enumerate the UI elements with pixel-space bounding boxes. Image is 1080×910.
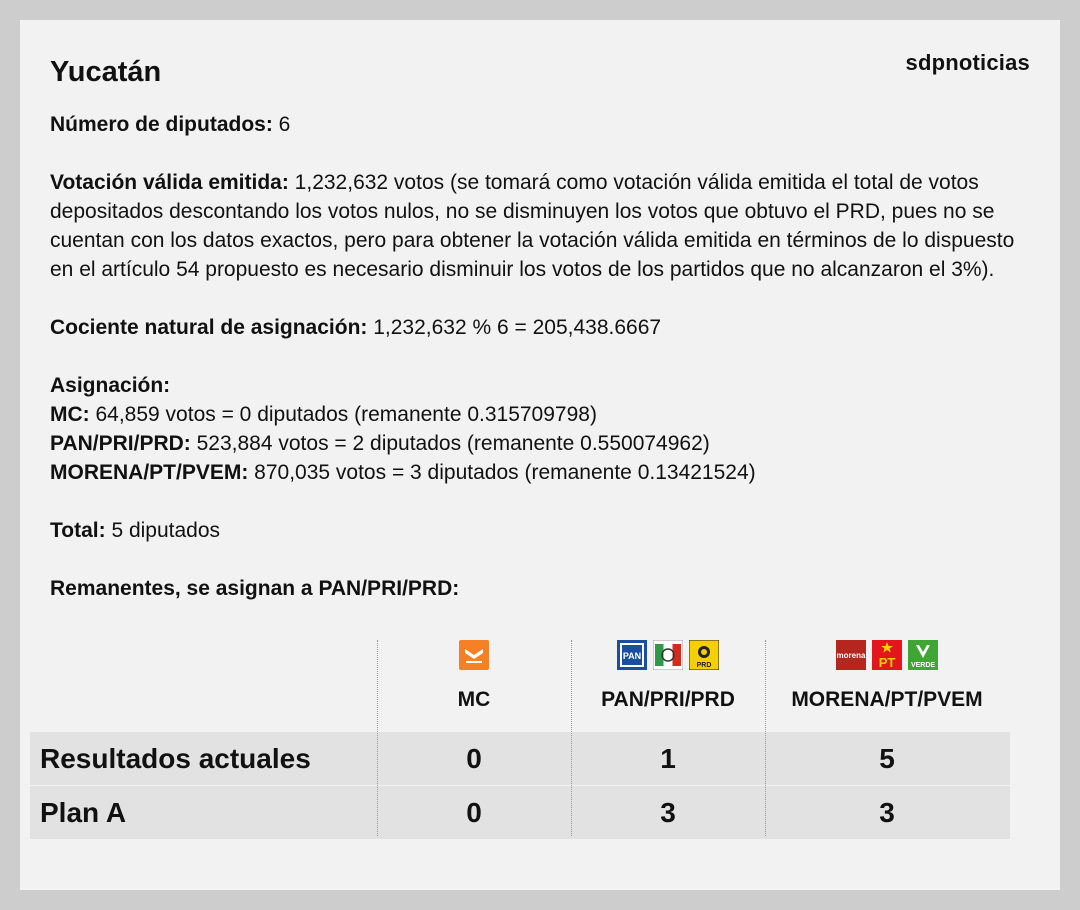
total-value: 5 diputados xyxy=(105,519,221,542)
cell-resultados-panpriprd: 1 xyxy=(660,743,676,774)
column-header-panpriprd: PAN/PRI/PRD xyxy=(601,688,735,711)
cell-plan-a-mc: 0 xyxy=(466,797,482,828)
cell-plan-a-morena: 3 xyxy=(879,797,895,828)
page-title: Yucatán xyxy=(50,56,162,88)
mc-value: 64,859 votos = 0 diputados (remanente 0.315709798) xyxy=(89,403,597,426)
prd-logo-icon xyxy=(689,640,719,670)
mc-logo-group xyxy=(384,640,564,672)
asignacion-heading xyxy=(50,371,1025,400)
pan-logo-icon xyxy=(617,640,647,670)
verde-logo-icon xyxy=(908,640,938,670)
morena-logo-icon xyxy=(836,640,866,670)
prd-logo-text: PRD xyxy=(696,662,712,669)
cell-resultados-morena: 5 xyxy=(879,743,895,774)
column-divider xyxy=(377,640,378,836)
pan-logo-text: PAN xyxy=(622,651,642,661)
cell-resultados-mc: 0 xyxy=(466,743,482,774)
body-text xyxy=(50,110,1025,603)
pt-logo-icon xyxy=(872,640,902,670)
mc-label: MC: xyxy=(50,403,90,426)
morena-label: MORENA/PT/PVEM: xyxy=(50,461,249,484)
cociente-line xyxy=(50,313,1025,342)
total-line xyxy=(50,516,1025,545)
panpriprd-label: PAN/PRI/PRD: xyxy=(50,432,191,455)
cociente-label: Cociente natural de asignación: xyxy=(50,316,368,339)
column-header-morena: MORENA/PT/PVEM xyxy=(791,688,983,711)
total-label: Total: xyxy=(50,519,106,542)
asignacion-panpriprd xyxy=(50,429,1025,458)
cell-plan-a-panpriprd: 3 xyxy=(660,797,676,828)
num-diputados-line xyxy=(50,110,1025,139)
table-row-plan-a xyxy=(30,786,1010,839)
asignacion-label: Asignación: xyxy=(50,374,171,397)
morena-logo-text: morena xyxy=(836,651,866,660)
brand-logo: sdpnoticias xyxy=(905,50,1030,75)
votacion-paragraph xyxy=(50,168,1025,284)
verde-logo-text: VERDE xyxy=(910,662,936,669)
cociente-value: 1,232,632 % 6 = 205,438.6667 xyxy=(367,316,662,339)
num-diputados-value: 6 xyxy=(272,113,291,136)
morena-logo-group xyxy=(772,640,1002,672)
num-diputados-label: Número de diputados: xyxy=(50,113,273,136)
column-header-mc: MC xyxy=(457,688,491,711)
remanentes-label: Remanentes, se asignan a PAN/PRI/PRD: xyxy=(50,577,460,600)
asignacion-mc xyxy=(50,400,1025,429)
row-label-resultados: Resultados actuales xyxy=(40,743,311,774)
column-divider xyxy=(571,640,572,836)
panpriprd-logo-group xyxy=(578,640,758,672)
table-row-resultados xyxy=(30,732,1010,785)
votacion-value: 1,232,632 votos (se tomará como votación válida emitida el total de votos depositados descontando los votos nulos, no se disminuyen los votos que obtuvo el PRD, pues no se cuentan con los datos exactos, pero para obtener la votación válida emitida en términos de lo dispuesto en el artículo 54 propuesto es necesario disminuir los votos de los partidos que no alcanzaron el 3%). xyxy=(50,171,1015,281)
morena-value: 870,035 votos = 3 diputados (remanente 0.13421524) xyxy=(248,461,756,484)
mc-logo-icon xyxy=(459,640,489,670)
pri-logo-icon xyxy=(653,640,683,670)
asignacion-morena xyxy=(50,458,1025,487)
votacion-label: Votación válida emitida: xyxy=(50,171,289,194)
pt-logo-text: PT xyxy=(878,655,896,670)
column-divider xyxy=(765,640,766,836)
remanentes-line xyxy=(50,574,1025,603)
panpriprd-value: 523,884 votos = 2 diputados (remanente 0.550074962) xyxy=(190,432,710,455)
row-label-plan-a: Plan A xyxy=(40,797,127,828)
